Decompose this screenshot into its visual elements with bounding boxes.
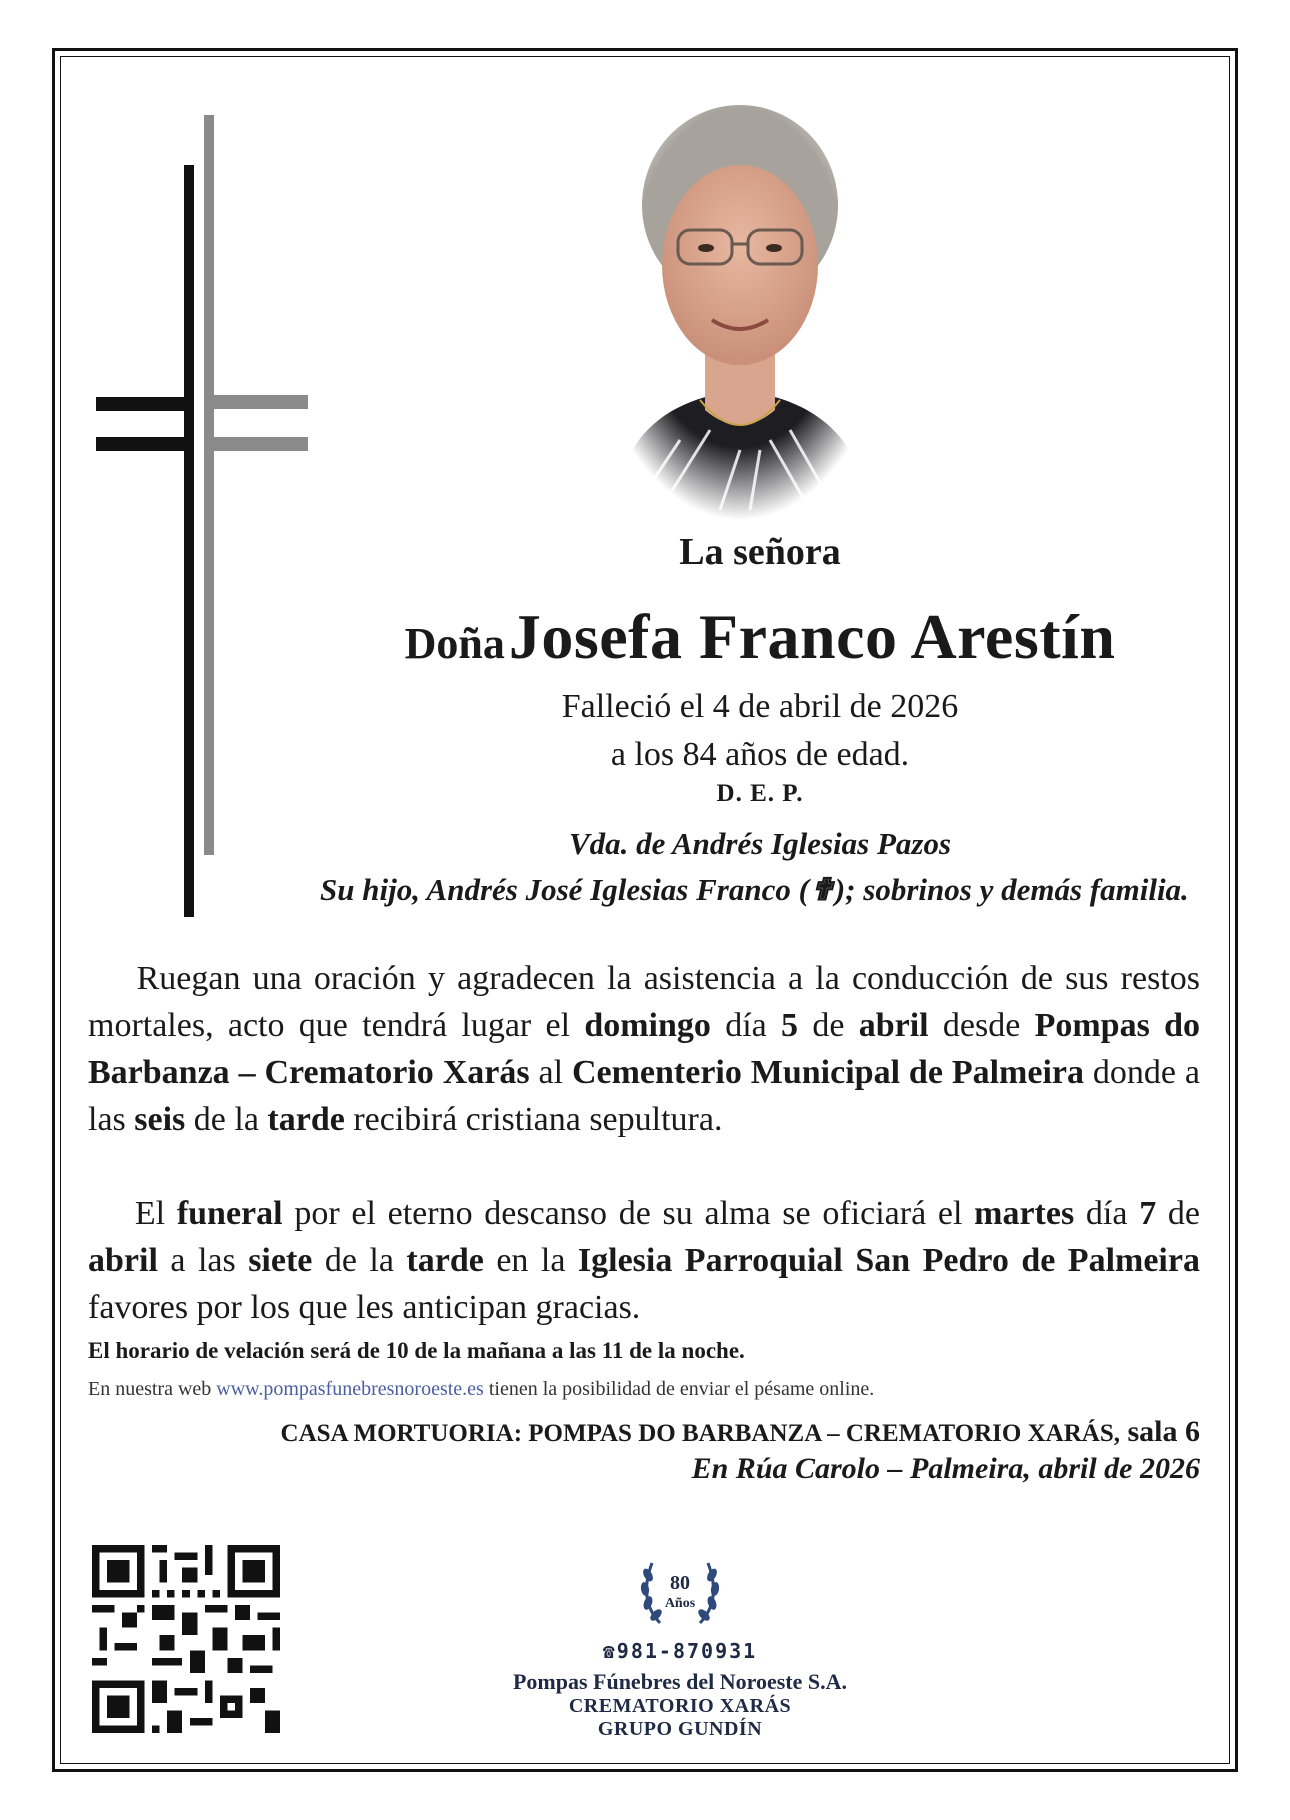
text-span: por el eterno descanso de su alma se oficiará el <box>282 1195 975 1232</box>
wake-hours: El horario de velación será de 10 de la mañana a las 11 de la noche. <box>88 1338 745 1363</box>
text-span: de la <box>312 1242 407 1279</box>
text-span: recibirá cristiana sepultura. <box>344 1101 723 1138</box>
place-date: En Rúa Carolo – Palmeira, abril de 2026 <box>691 1452 1200 1485</box>
text-span: Ruegan una oración y agradecen la asistencia a la conducción de sus restos mortales, acto que tendrá lugar el <box>88 960 1201 1044</box>
text-span: de <box>798 1007 859 1044</box>
web-suffix: tienen la posibilidad de enviar el pésame online. <box>483 1378 875 1400</box>
portrait-photo <box>600 80 880 520</box>
text-span: donde a las <box>88 1054 1200 1138</box>
deceased-name <box>300 600 1220 674</box>
phone-number[interactable]: ☎981-870931 <box>602 1639 758 1663</box>
bold-span: abril <box>88 1242 158 1279</box>
text-span: de la <box>185 1101 268 1138</box>
death-date: Falleció el 4 de abril de 2026 <box>561 688 959 725</box>
text-span: de <box>1156 1195 1200 1232</box>
bold-span: funeral <box>176 1195 283 1232</box>
bold-span: martes <box>974 1195 1075 1232</box>
room-number: sala 6 <box>1119 1415 1200 1448</box>
badge-number: 80 <box>670 1572 690 1594</box>
web-notice <box>88 1378 1200 1401</box>
widow-of: Vda. de Andrés Iglesias Pazos <box>568 826 952 861</box>
name-main: Josefa Franco Arestín <box>508 601 1116 672</box>
bold-span: tarde <box>406 1242 484 1279</box>
funeral-paragraph <box>88 1190 1200 1331</box>
bold-span: domingo <box>584 1007 711 1044</box>
company-name: Pompas Fúnebres del Noroeste S.A. <box>512 1669 848 1694</box>
funeral-home <box>88 1415 1200 1449</box>
bold-span: 5 <box>781 1007 799 1044</box>
rip-text: D. E. P. <box>716 780 804 807</box>
qr-code-icon[interactable] <box>92 1545 280 1733</box>
company-footer <box>430 1545 930 1741</box>
group-name: GRUPO GUNDÍN <box>597 1718 763 1740</box>
bold-span: seis <box>134 1101 186 1138</box>
text-span: día <box>710 1007 782 1044</box>
text-span: El <box>134 1195 177 1232</box>
text-span: desde <box>928 1007 1035 1044</box>
bold-span: 7 <box>1139 1195 1157 1232</box>
text-span: en la <box>483 1242 578 1279</box>
intro-text: La señora <box>679 531 841 573</box>
text-span: a las <box>157 1242 249 1279</box>
badge-word: Años <box>664 1596 696 1611</box>
text-span: favores por los que les anticipan gracias. <box>88 1289 641 1326</box>
name-prefix: Doña <box>404 619 505 668</box>
bold-span: siete <box>248 1242 313 1279</box>
bold-span: abril <box>858 1007 929 1044</box>
family-list: Su hijo, Andrés José Iglesias Franco (✟); sobrinos y demás familia. <box>320 872 1189 907</box>
anniversary-laurel-icon <box>630 1545 730 1635</box>
burial-paragraph <box>88 955 1200 1143</box>
website-link[interactable]: www.pompasfunebresnoroeste.es <box>216 1378 484 1400</box>
text-span: día <box>1074 1195 1140 1232</box>
bold-span: Iglesia Parroquial San Pedro de Palmeira <box>577 1242 1200 1279</box>
text-span: al <box>529 1054 572 1091</box>
death-info <box>300 683 1220 779</box>
bold-span: Pompas do Barbanza – Crematorio Xarás <box>88 1007 1200 1091</box>
crematorium-name: CREMATORIO XARÁS <box>568 1695 792 1717</box>
age: a los 84 años de edad. <box>610 736 910 773</box>
funeral-home-label: CASA MORTUORIA: POMPAS DO BARBANZA – CREMATORIO XARÁS, <box>280 1420 1120 1447</box>
bold-span: Cementerio Municipal de Palmeira <box>571 1054 1084 1091</box>
web-prefix: En nuestra web <box>88 1378 217 1400</box>
cross-icon <box>92 115 312 925</box>
bold-span: tarde <box>267 1101 345 1138</box>
